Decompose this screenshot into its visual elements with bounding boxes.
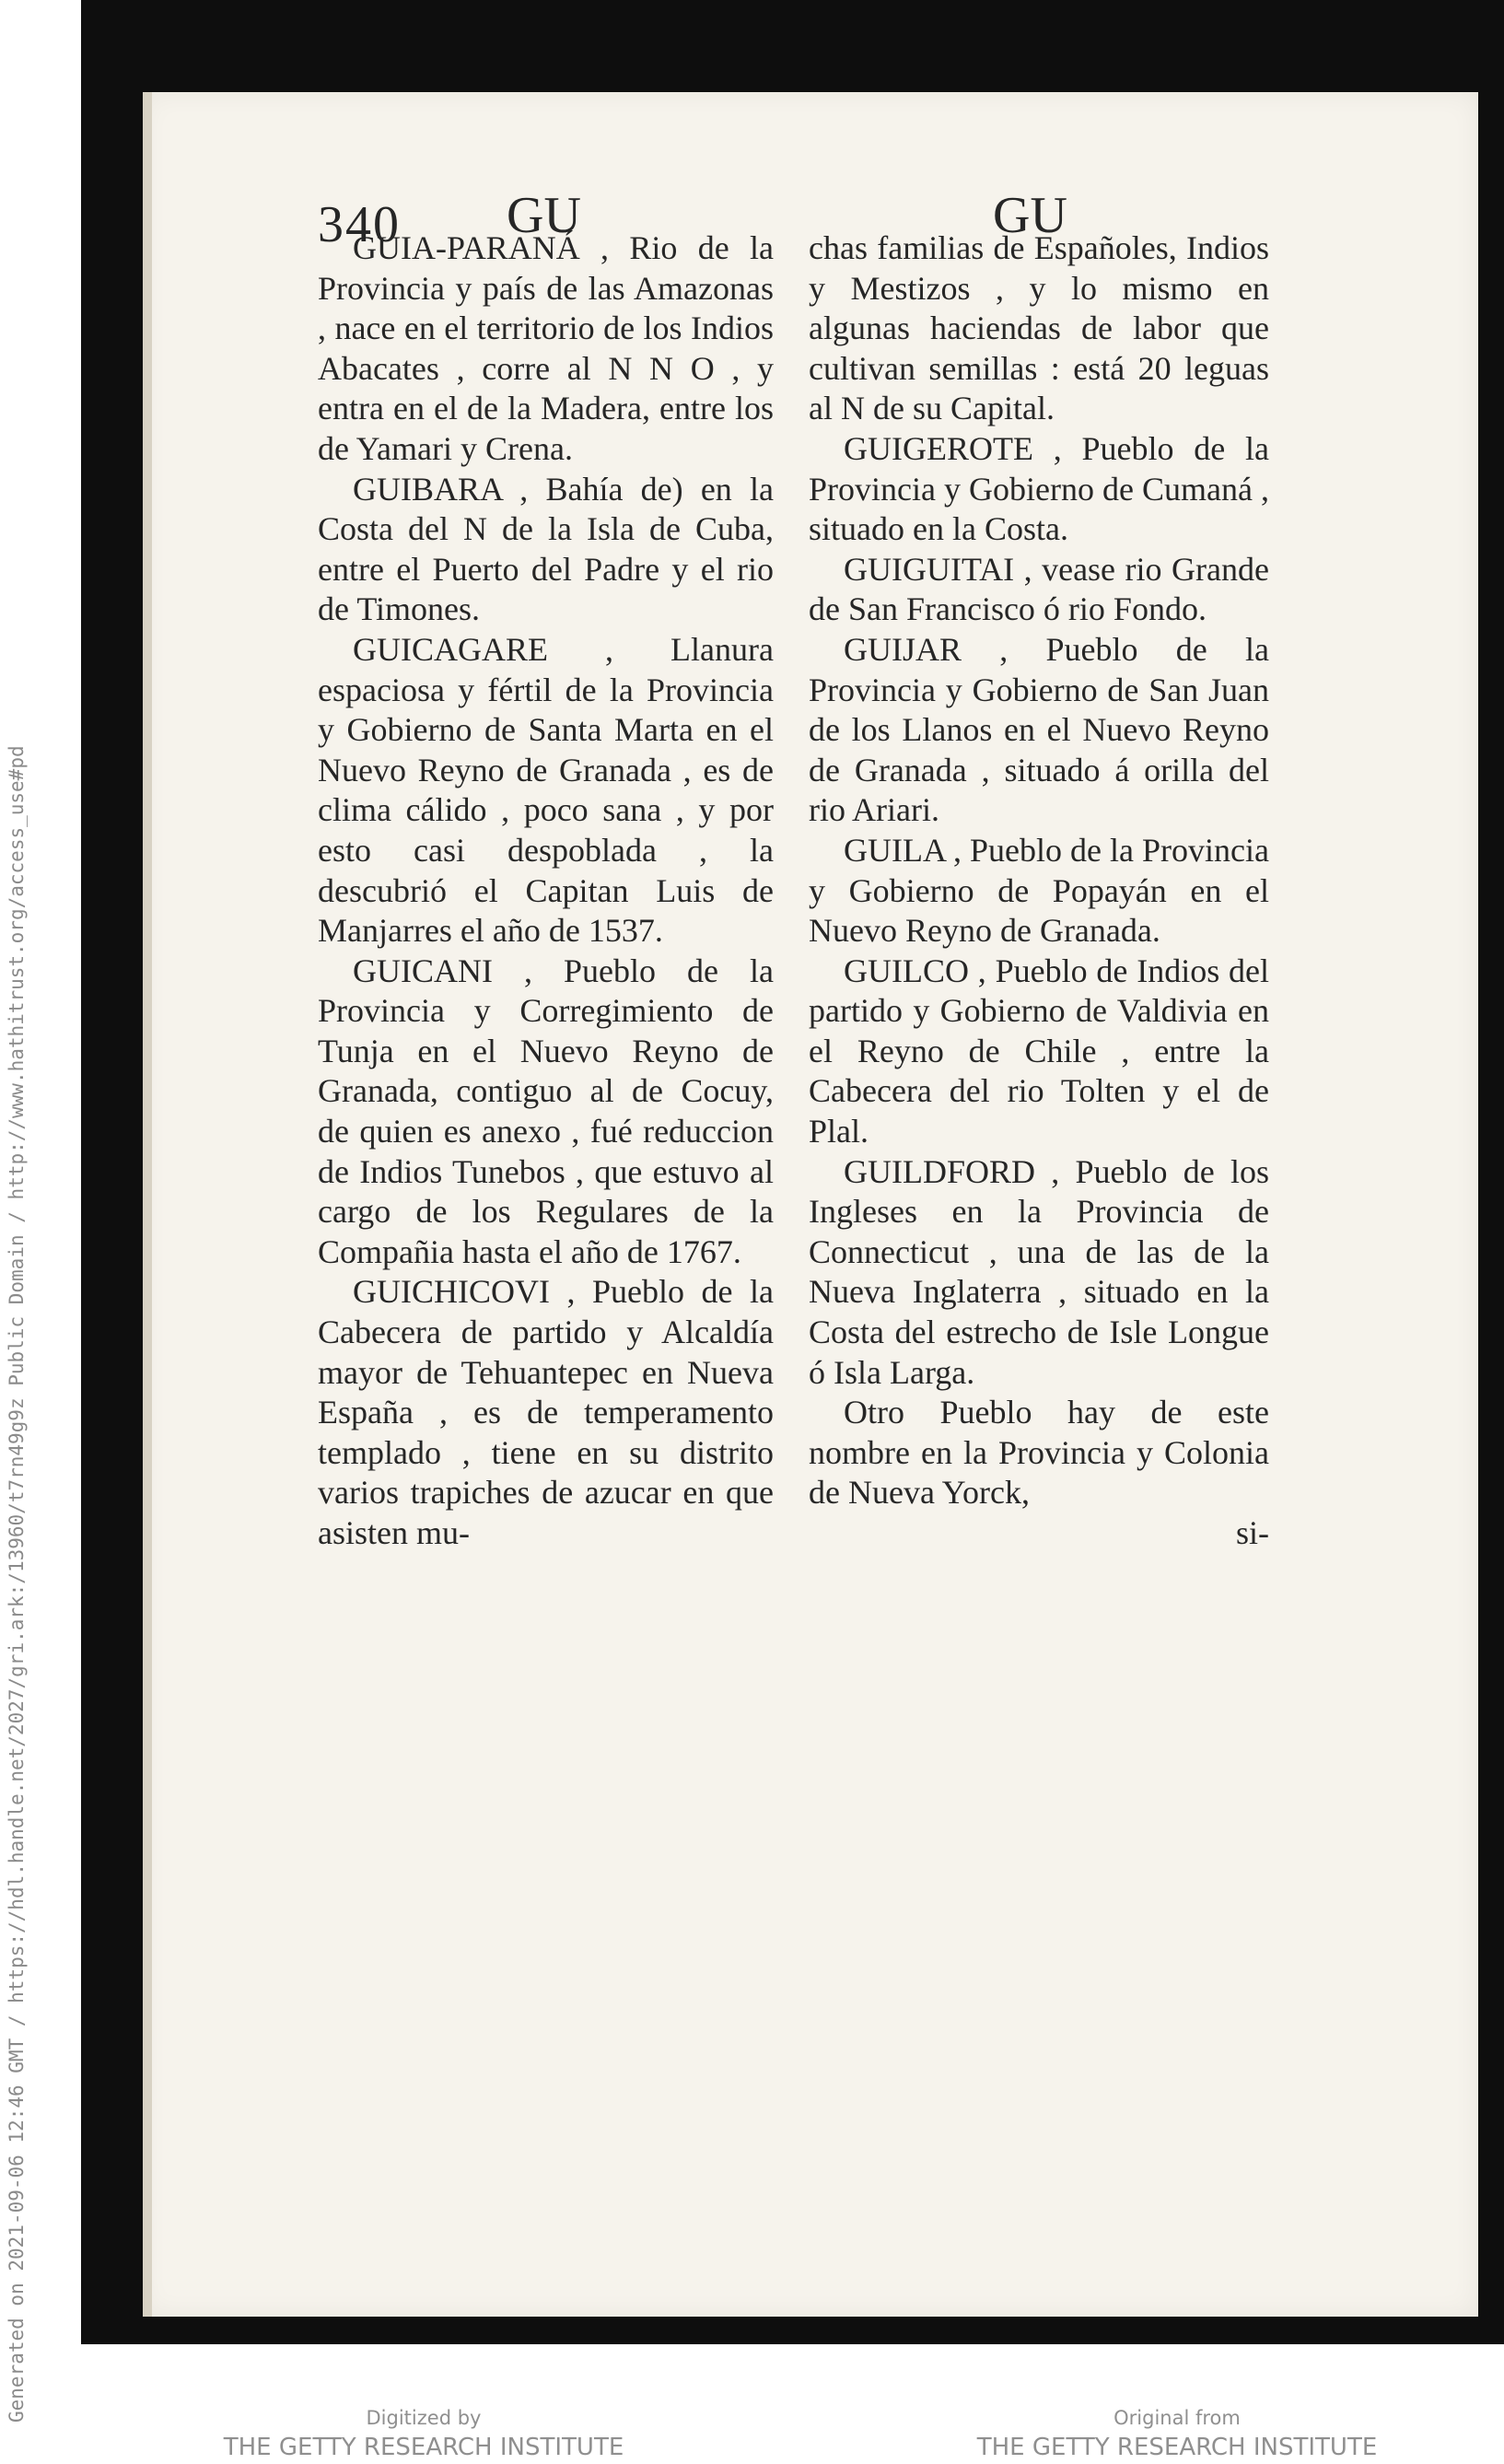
entry-guila: GUILA , Pueblo de la Provincia y Gobierno de Popayán en el Nuevo Reyno de Granada.	[809, 831, 1269, 950]
digitized-by-institution: THE GETTY RESEARCH INSTITUTE	[223, 2434, 624, 2461]
original-from-label: Original from	[1113, 2407, 1241, 2429]
page-spine	[143, 92, 152, 2317]
running-head-right: GU	[993, 187, 1067, 244]
left-column	[318, 228, 774, 1554]
entry-guicani: GUICANI , Pueblo de la Provincia y Corregimiento de Tunja en el Nuevo Reyno de Granada, contiguo al de Cocuy, de quien es anexo , fué reduccion de Indios Tunebos , que estuvo al cargo de los Regulares de la Compañia hasta el año de 1767.	[318, 952, 774, 1270]
original-from-credit	[938, 2404, 1417, 2463]
entry-continuation: chas familias de Españoles, Indios y Mestizos , y lo mismo en algunas haciendas de labor que cultivan semillas : está 20 leguas al N de su Capital.	[809, 229, 1269, 427]
left-margin	[0, 0, 81, 2464]
page-number: 340	[318, 196, 401, 253]
digitized-by-credit	[184, 2404, 663, 2463]
entry-otro-pueblo: Otro Pueblo hay de este nombre en la Provincia y Colonia de Nueva Yorck,	[809, 1394, 1269, 1512]
entry-guichicovi: GUICHICOVI , Pueblo de la Cabecera de partido y Alcaldía mayor de Tehuantepec en Nueva España , es de temperamento templado , tiene en su distrito varios trapiches de azucar en que asisten mu-	[318, 1273, 774, 1551]
entry-guibara: GUIBARA , Bahía de) en la Costa del N de la Isla de Cuba, entre el Puerto del Padre y el rio de Timones.	[318, 470, 774, 628]
entry-guildford: GUILDFORD , Pueblo de los Ingleses en la Provincia de Connecticut , una de las de la Nueva Inglaterra , situado en la Costa del estrecho de Isle Longue ó Isla Larga.	[809, 1152, 1269, 1391]
catchword: si-	[1236, 1514, 1269, 1551]
entry-guigerote: GUIGEROTE , Pueblo de la Provincia y Gobierno de Cumaná , situado en la Costa.	[809, 429, 1269, 548]
generation-note: Generated on 2021-09-06 12:46 GMT / https://hdl.handle.net/2027/gri.ark:/13960/t7rn49g9z Public Domain / http://www.hathitrust.org/access_use#pd	[6, 745, 28, 2423]
original-from-institution: THE GETTY RESEARCH INSTITUTE	[976, 2434, 1378, 2461]
entry-guilco: GUILCO , Pueblo de Indios del partido y Gobierno de Valdivia en el Reyno de Chile , entre la Cabecera del rio Tolten y el de Plal.	[809, 952, 1269, 1150]
entry-guicagare: GUICAGARE , Llanura espaciosa y fértil de la Provincia y Gobierno de Santa Marta en el Nuevo Reyno de Granada , es de clima cálido , poco sana , y por esto casi despoblada , la descubrió el Capitan Luis de Manjarres el año de 1537.	[318, 630, 774, 950]
entry-guiguitai: GUIGUITAI , vease rio Grande de San Francisco ó rio Fondo.	[809, 550, 1269, 628]
digitized-by-label: Digitized by	[366, 2407, 482, 2429]
entry-guia-parana: GUIA-PARANÁ , Rio de la Provincia y país de las Amazonas , nace en el territorio de los Indios Abacates , corre al N N O , y entra en el de la Madera, entre los de Yamari y Crena.	[318, 229, 774, 467]
right-column	[809, 228, 1269, 1554]
running-head-left: GU	[507, 187, 581, 244]
entry-guijar: GUIJAR , Pueblo de la Provincia y Gobierno de San Juan de los Llanos en el Nuevo Reyno de Granada , situado á orilla del rio Ariari.	[809, 630, 1269, 829]
